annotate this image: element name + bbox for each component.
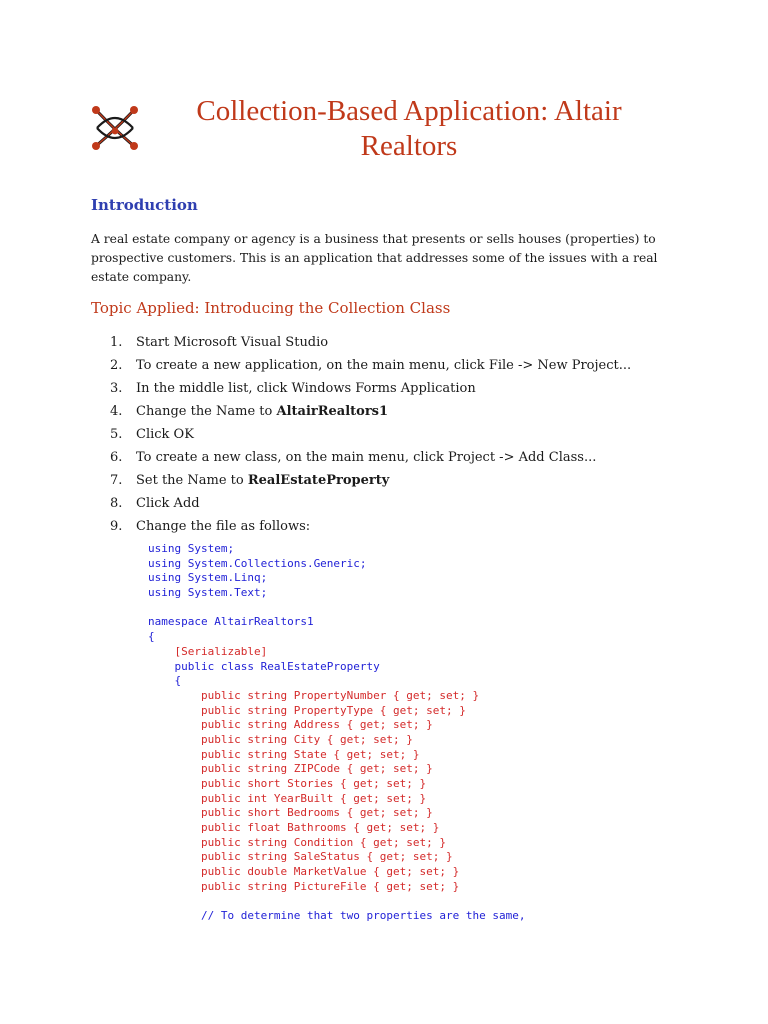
code-line: public float Bathrooms { get; set; }	[148, 821, 440, 835]
step-text: In the middle list, click Windows Forms Application	[136, 381, 476, 396]
code-line: {	[148, 630, 155, 644]
step-text: Start Microsoft Visual Studio	[136, 335, 329, 350]
code-line	[148, 895, 526, 910]
step-number: 2.	[110, 358, 123, 373]
topic-heading: Topic Applied: Introducing the Collection Class	[91, 299, 451, 317]
step-number: 3.	[110, 381, 123, 396]
code-line: public class RealEstateProperty	[148, 659, 380, 673]
atom-x-logo-icon	[88, 100, 142, 156]
code-listing	[148, 542, 526, 924]
code-line: {	[148, 674, 182, 688]
code-line: public string SaleStatus { get; set; }	[148, 850, 453, 864]
steps-list	[110, 334, 631, 541]
introduction-heading: Introduction	[91, 196, 198, 214]
code-line: public string ZIPCode { get; set; }	[148, 762, 433, 776]
step-number: 7.	[110, 473, 123, 488]
step-text: Click Add	[136, 496, 200, 511]
step-number: 4.	[110, 404, 123, 419]
step-number: 9.	[110, 519, 123, 534]
code-line: [Serializable]	[148, 644, 268, 658]
code-line: public string PropertyType { get; set; }	[148, 703, 466, 717]
step-item	[110, 380, 631, 403]
code-line: using System.Linq;	[148, 571, 268, 585]
step-number: 1.	[110, 335, 123, 350]
code-line: public string Address { get; set; }	[148, 718, 433, 732]
step-item	[110, 472, 631, 495]
code-line: public string PropertyNumber { get; set; }	[148, 688, 480, 702]
step-bold-text: RealEstateProperty	[247, 473, 390, 488]
step-bold-text: AltairRealtors1	[276, 404, 389, 419]
step-number: 8.	[110, 496, 123, 511]
step-item	[110, 449, 631, 472]
code-line: using System.Collections.Generic;	[148, 556, 367, 570]
step-item	[110, 518, 631, 541]
step-text: To create a new class, on the main menu, click Project -> Add Class...	[136, 450, 597, 465]
code-line: // To determine that two properties are the same,	[148, 909, 526, 923]
step-text: Change the file as follows:	[136, 519, 311, 534]
code-line: public string Condition { get; set; }	[148, 835, 447, 849]
code-line: public string PictureFile { get; set; }	[148, 879, 460, 893]
introduction-paragraph: A real estate company or agency is a business that presents or sells houses (properties) to prospective customers. This is an application that addresses some of the issues with a real estate company.	[91, 232, 658, 284]
code-line: public string State { get; set; }	[148, 747, 420, 761]
step-text: To create a new application, on the main menu, click File -> New Project...	[136, 358, 632, 373]
step-text: Change the Name to	[136, 404, 277, 419]
code-line: using System;	[148, 542, 235, 555]
code-line: namespace AltairRealtors1	[148, 615, 314, 629]
code-line: public short Bedrooms { get; set; }	[148, 806, 433, 820]
step-text: Set the Name to	[136, 473, 248, 488]
step-item	[110, 334, 631, 357]
step-item	[110, 426, 631, 449]
page-title: Collection-Based Application: Altair Realtors	[196, 95, 622, 162]
code-line: public string City { get; set; }	[148, 732, 413, 746]
step-number: 6.	[110, 450, 123, 465]
step-item	[110, 495, 631, 518]
code-line	[148, 601, 526, 616]
code-line: public double MarketValue { get; set; }	[148, 865, 460, 879]
code-line: using System.Text;	[148, 586, 268, 600]
code-line: public int YearBuilt { get; set; }	[148, 791, 427, 805]
step-item	[110, 403, 631, 426]
code-line: public short Stories { get; set; }	[148, 777, 427, 790]
step-text: Click OK	[136, 427, 194, 442]
step-item	[110, 357, 631, 380]
step-number: 5.	[110, 427, 123, 442]
